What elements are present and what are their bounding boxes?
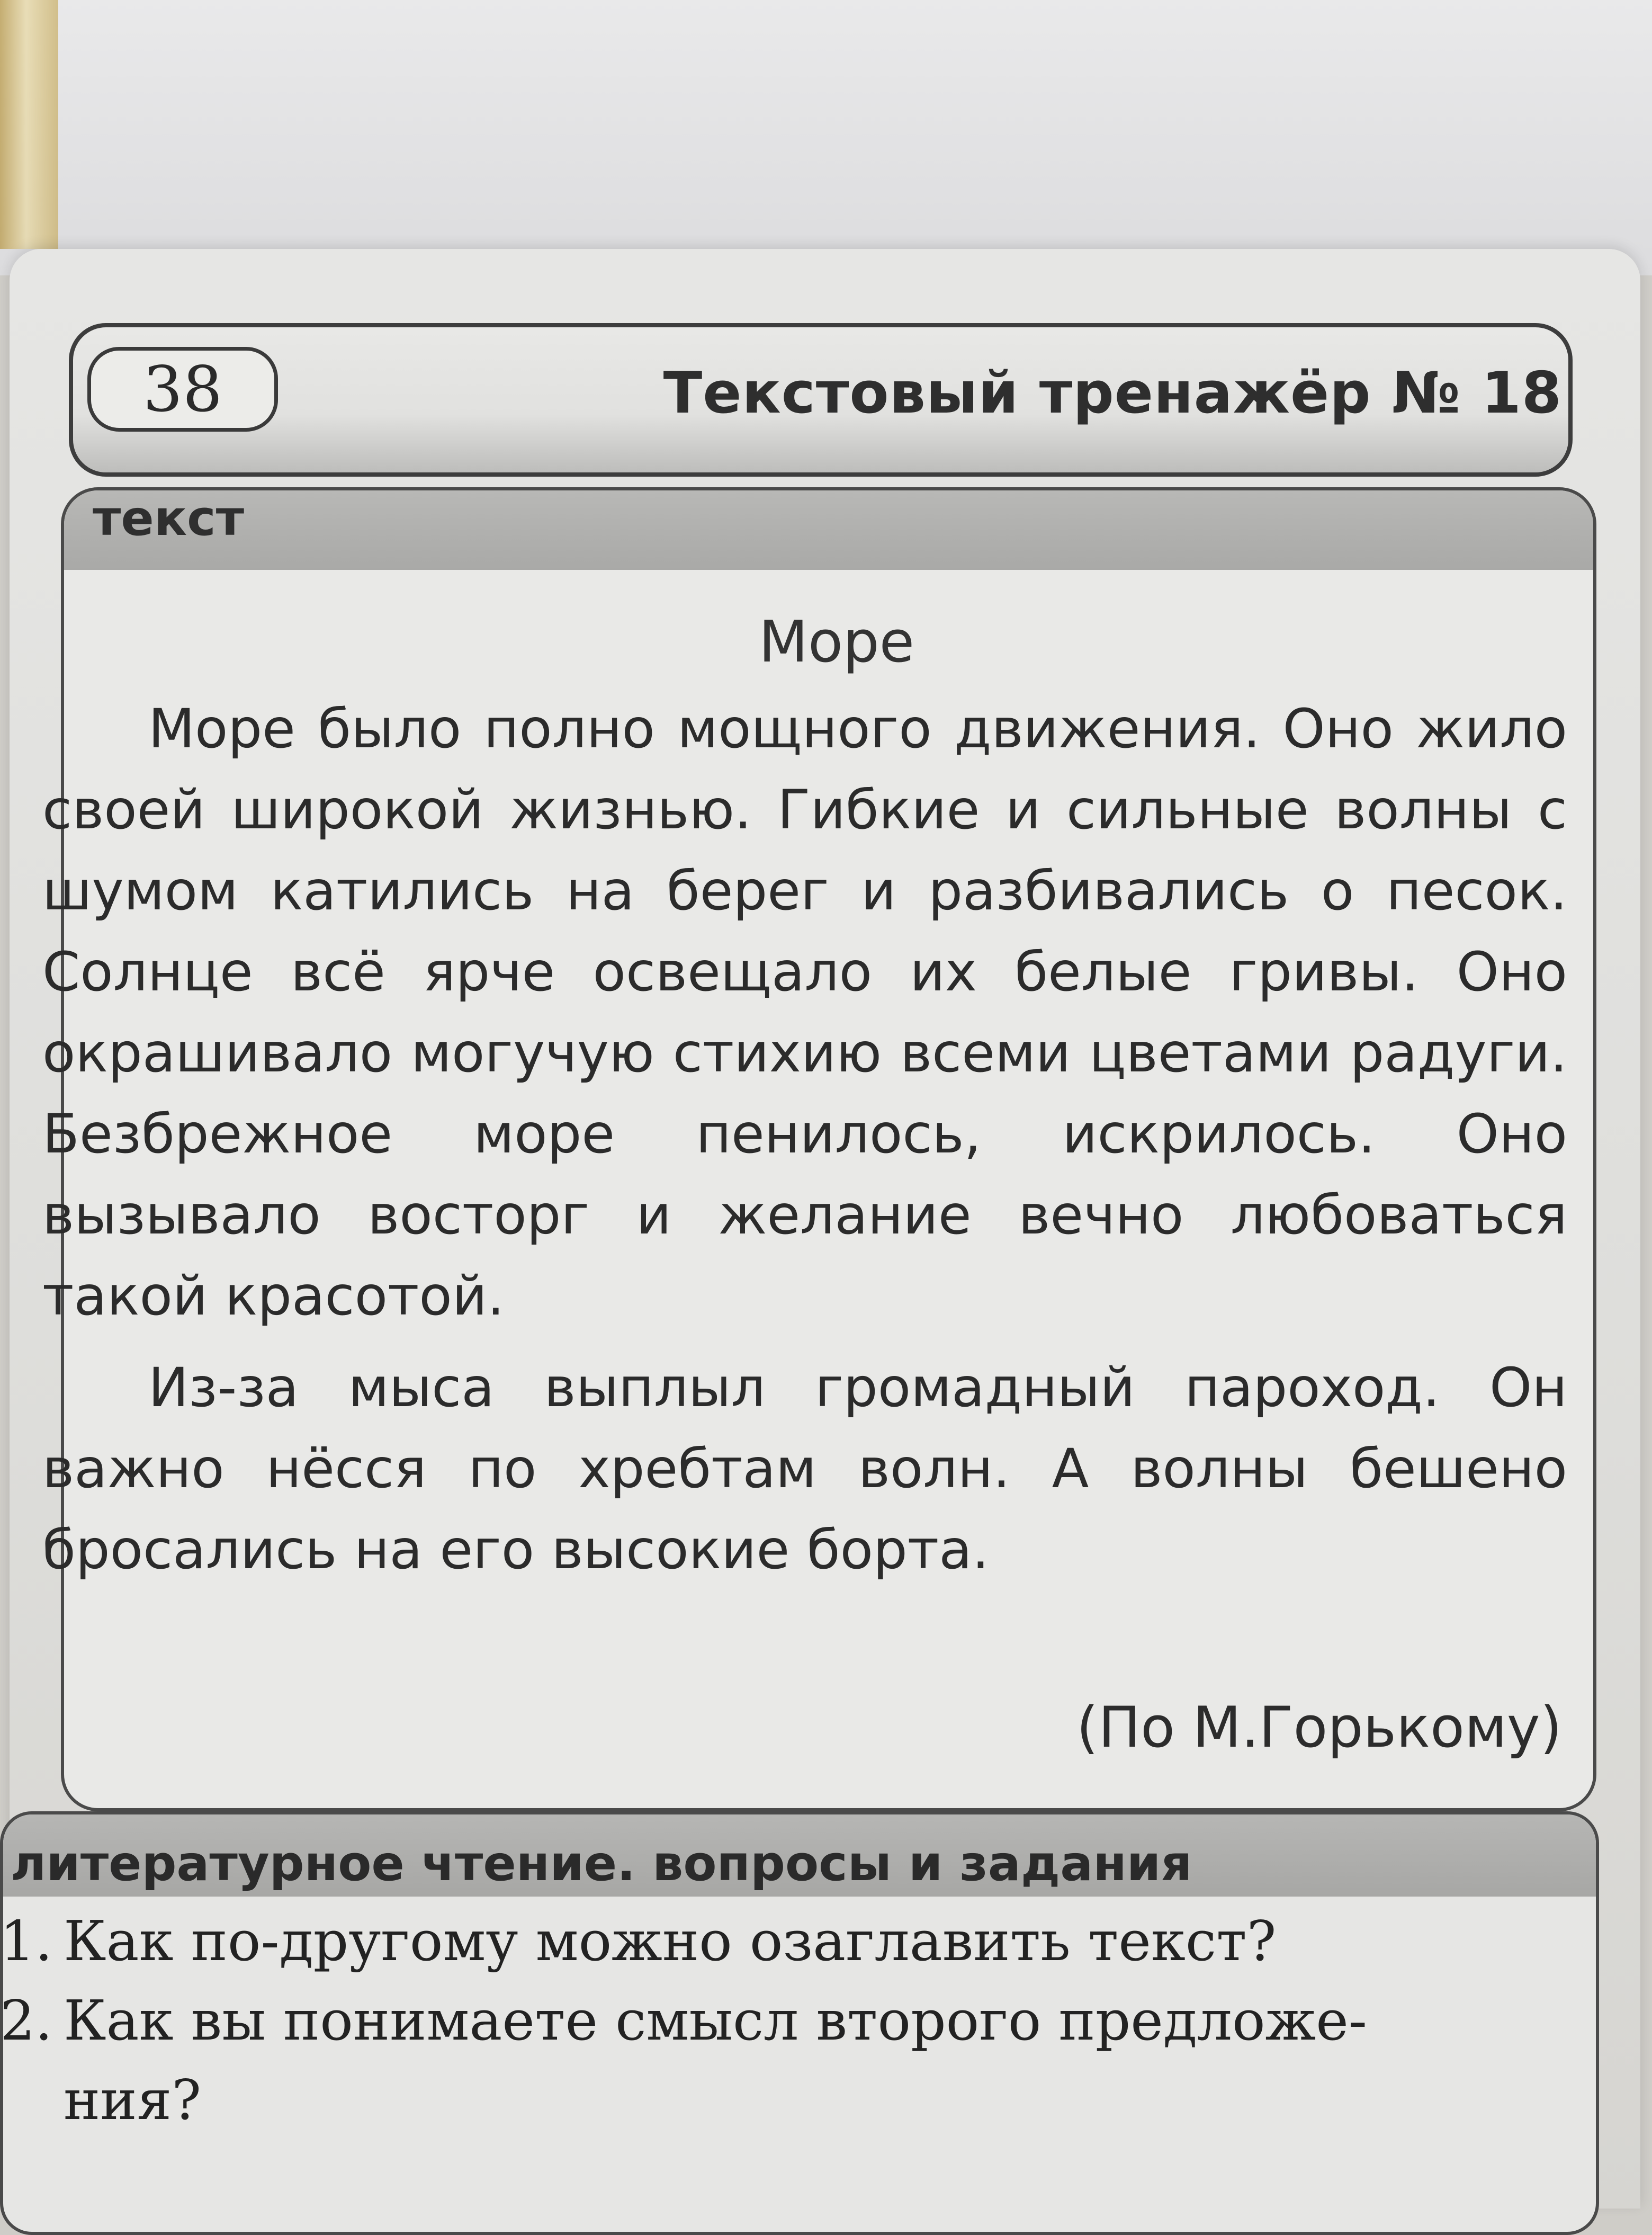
question-item bbox=[0, 1901, 1567, 1981]
story-body bbox=[42, 689, 1567, 1590]
story-title: Море bbox=[758, 609, 915, 675]
questions-section-label: литературное чтение. вопросы и задания bbox=[11, 1835, 1192, 1892]
text-section-label: текст bbox=[93, 490, 245, 547]
question-text: Как по-другому можно озаглавить текст? bbox=[64, 1909, 1277, 1973]
background-object bbox=[0, 0, 58, 249]
text-section-header-bar bbox=[64, 490, 1593, 570]
question-number: 1. bbox=[0, 1909, 53, 1973]
page-number: 38 bbox=[87, 347, 278, 432]
questions-list bbox=[0, 1901, 1567, 2140]
author-attribution: (По М.Горькому) bbox=[1076, 1695, 1562, 1760]
question-text: Как вы понимаете смысл второго предложе- bbox=[64, 1988, 1367, 2053]
question-item bbox=[0, 1981, 1567, 2140]
page-title: Текстовый тренажёр № 18 bbox=[663, 360, 1562, 426]
question-number: 2. bbox=[0, 1988, 53, 2053]
story-paragraph: Из-за мыса выплыл громадный пароход. Он важно нёсся по хребтам волн. А волны бешено бросались на его высокие борта. bbox=[42, 1356, 1567, 1581]
question-text-continuation: ния? bbox=[64, 2068, 201, 2132]
story-paragraph: Море было полно мощного движения. Оно жило своей широкой жизнью. Гибкие и сильные волны с шумом катились на берег и разбивались о песок. Солнце всё ярче освещало их белые гривы. Оно окрашивало могучую стихию всеми цветами радуги. Безбрежное море пенилось, искрилось. Оно вызывало восторг и желание вечно любоваться такой красотой. bbox=[42, 698, 1567, 1328]
background-wall bbox=[0, 0, 1652, 275]
